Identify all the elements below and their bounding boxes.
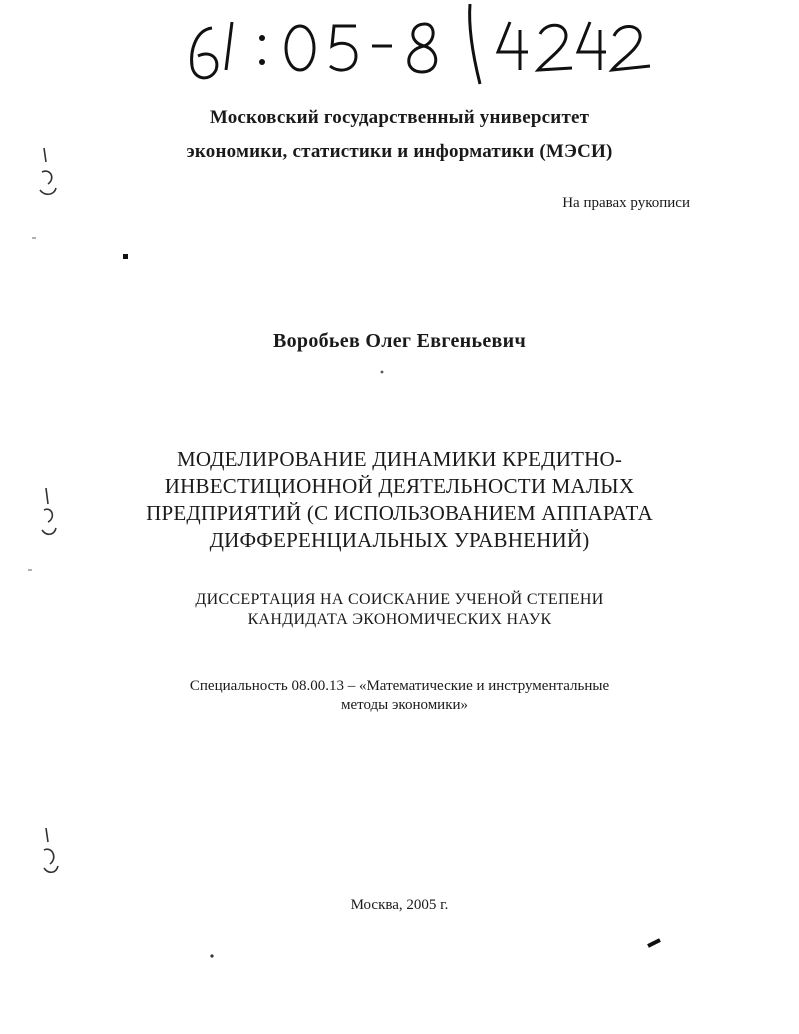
degree-line-1: ДИССЕРТАЦИЯ НА СОИСКАНИЕ УЧЕНОЙ СТЕПЕНИ [195, 591, 604, 608]
university-line-2: экономики, статистики и информатики (МЭСИ) [186, 141, 613, 162]
city-year: Москва, 2005 г. [350, 897, 449, 913]
degree-statement [0, 590, 799, 630]
university-name [0, 101, 799, 169]
title-line-4: ДИФФЕРЕНЦИАЛЬНЫХ УРАВНЕНИЙ) [209, 528, 590, 552]
title-line-3: ПРЕДПРИЯТИЙ (С ИСПОЛЬЗОВАНИЕМ АППАРАТА [146, 501, 653, 525]
title-line-1: МОДЕЛИРОВАНИЕ ДИНАМИКИ КРЕДИТНО- [176, 447, 623, 471]
dissertation-title [0, 446, 799, 554]
specialty [0, 677, 799, 715]
author-name: Воробьев Олег Евгеньевич [272, 330, 527, 352]
degree-line-2: КАНДИДАТА ЭКОНОМИЧЕСКИХ НАУК [247, 611, 552, 628]
title-line-2: ИНВЕСТИЦИОННОЙ ДЕЯТЕЛЬНОСТИ МАЛЫХ [164, 474, 635, 498]
rights-note: На правах рукописи [562, 195, 690, 211]
specialty-line-2: методы экономики» [340, 697, 469, 713]
specialty-line-1: Специальность 08.00.13 – «Математические и инструментальные [189, 678, 610, 694]
university-line-1: Московский государственный университет [209, 107, 590, 128]
